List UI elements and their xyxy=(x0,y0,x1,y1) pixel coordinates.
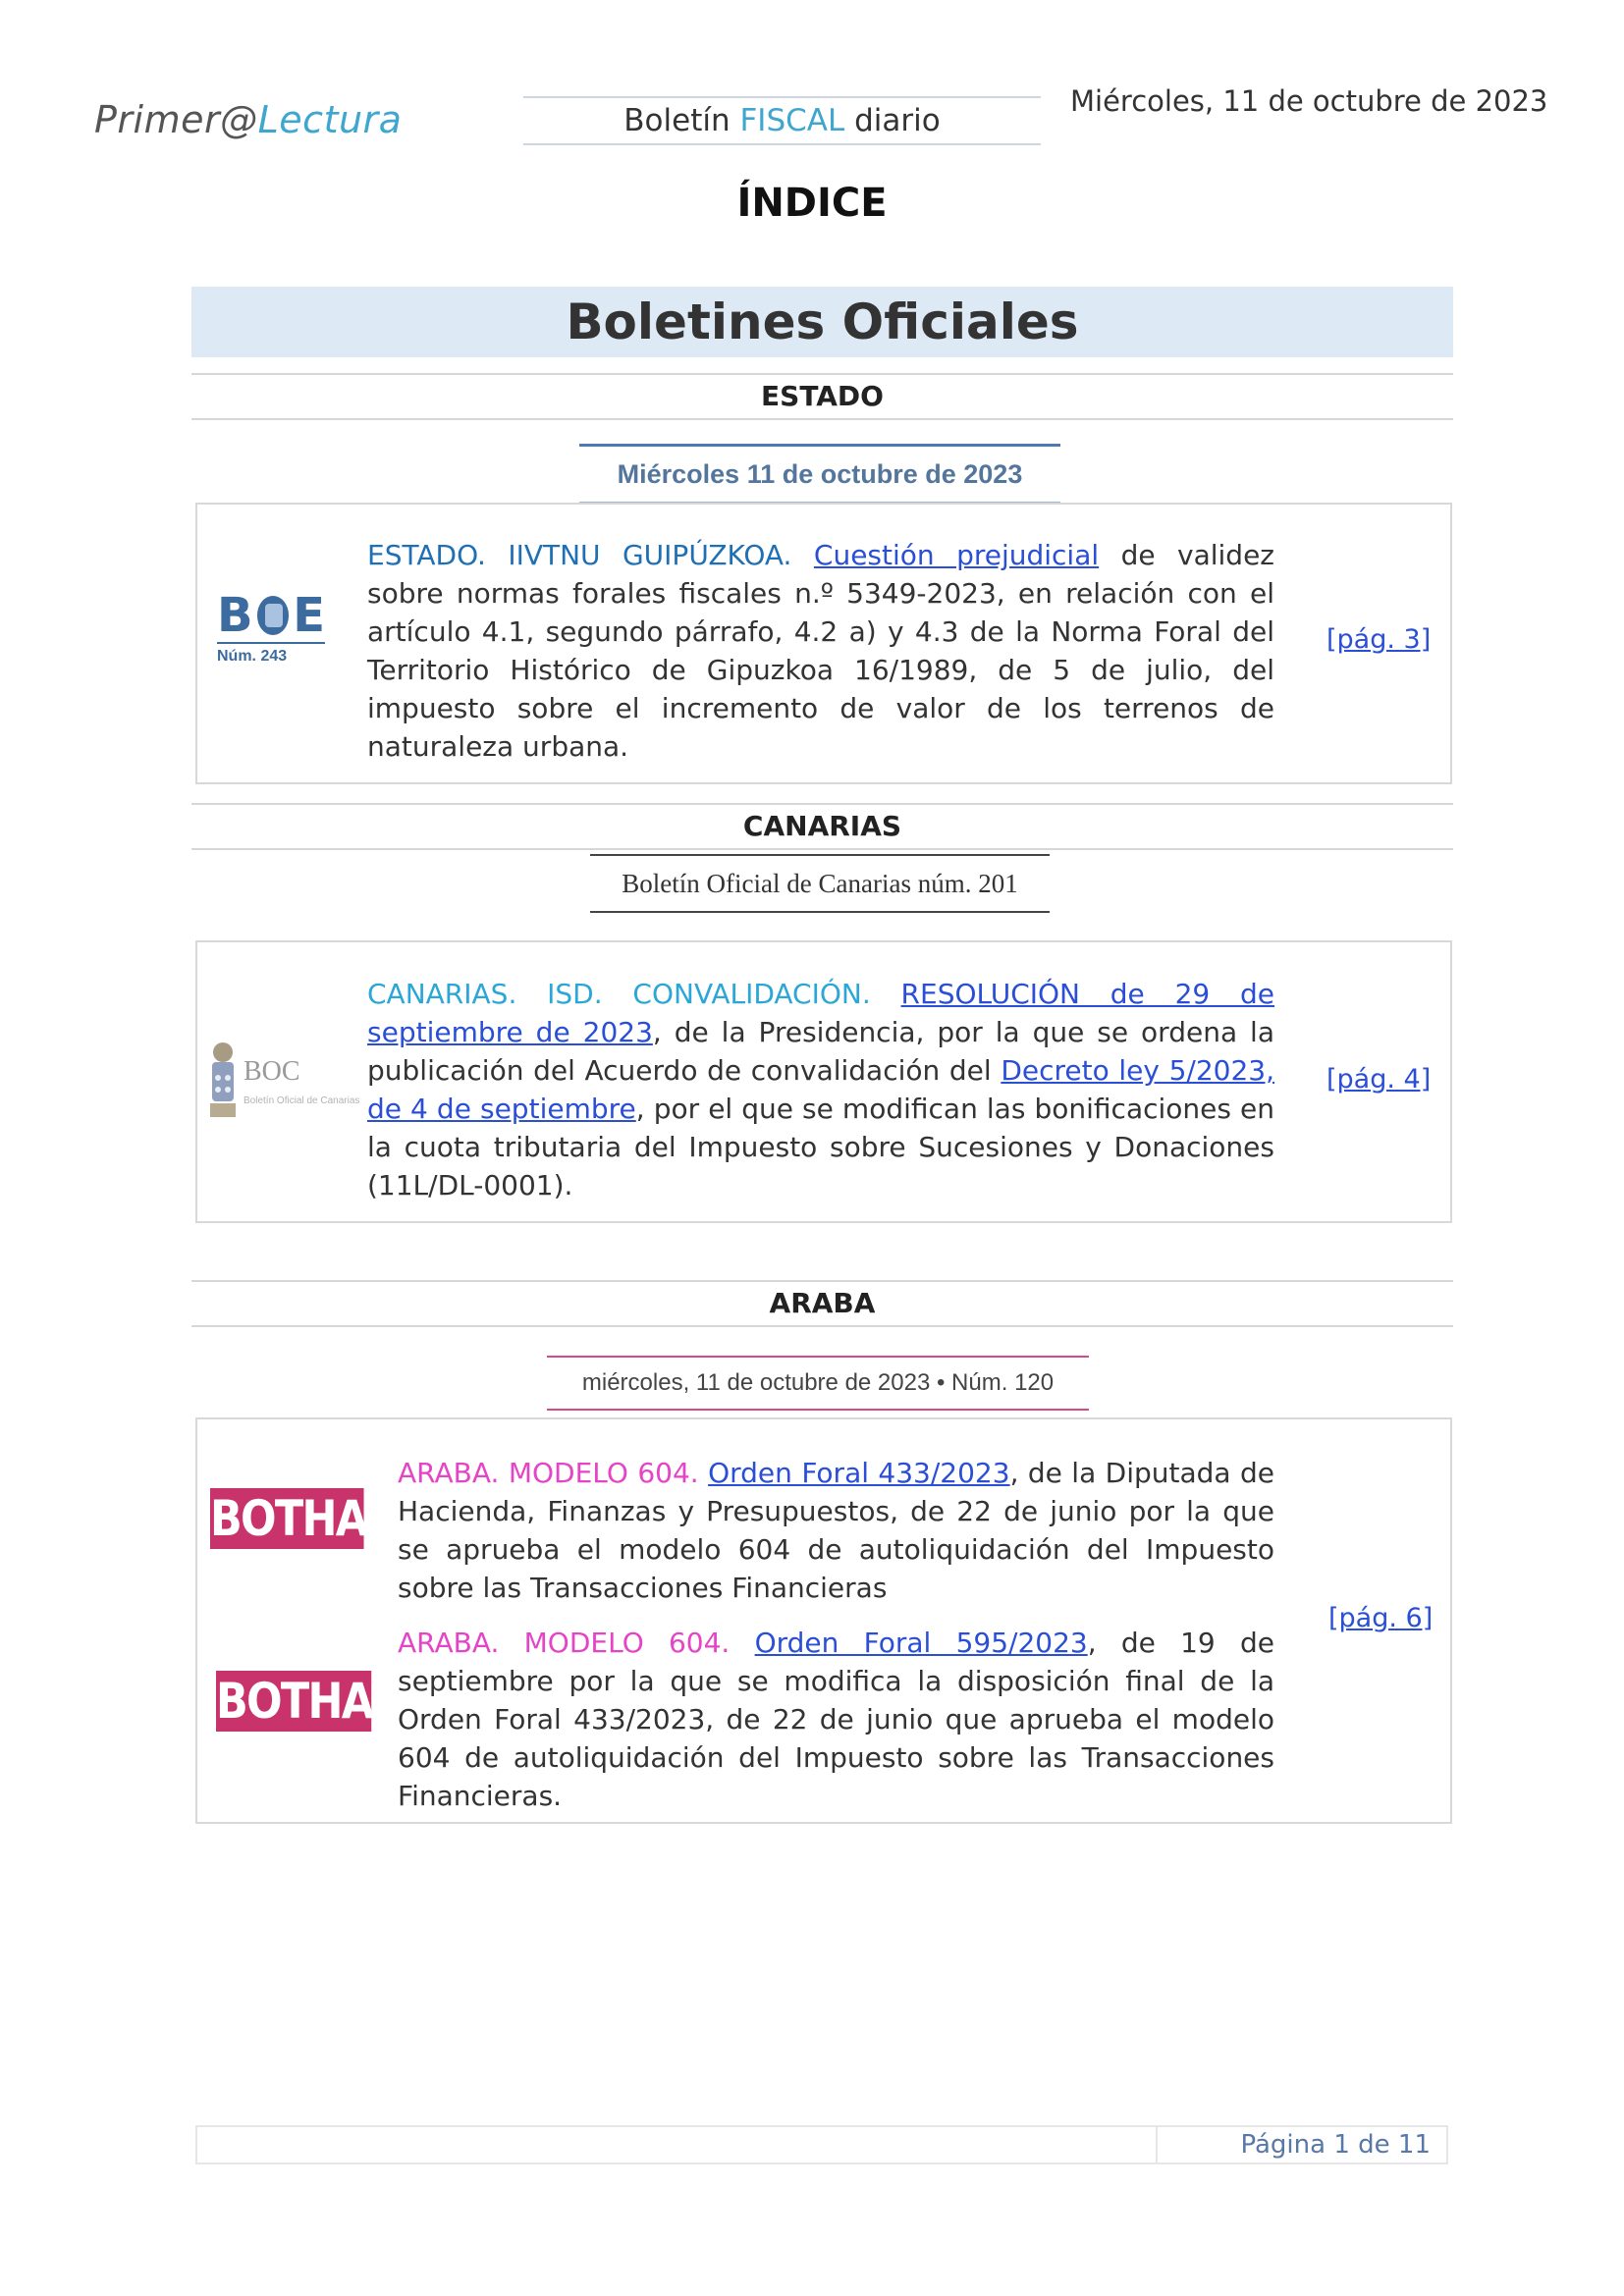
page-link-4[interactable]: [pág. 4] xyxy=(1326,1064,1432,1095)
bulletin-title-post: diario xyxy=(844,103,941,138)
section-heading-canarias: CANARIAS xyxy=(191,803,1453,850)
page-title: ÍNDICE xyxy=(736,181,888,226)
boe-number: Núm. 243 xyxy=(217,642,325,666)
boc-shield-icon xyxy=(206,1039,240,1125)
botha-logo: BOTHA xyxy=(216,1673,373,1730)
botha-logo: BOTHA xyxy=(210,1490,367,1547)
entry-lead: ESTADO. IIVTNU GUIPÚZKOA. xyxy=(367,539,792,571)
entry-text: , de 19 de septiembre por la que se modifica la disposición final de la Orden Foral 433/2023, de 22 de junio que aprueba el modelo 604 de autoliquidación del Impuesto sobre las Transacciones Financieras. xyxy=(398,1627,1274,1812)
entry-araba-2 xyxy=(398,1624,1274,1815)
entry-link-decreto-ley[interactable]: Decreto ley 5/2023, de 4 de septiembre xyxy=(367,1054,1274,1125)
entry-lead: ARABA. MODELO 604. xyxy=(398,1627,731,1659)
boe-letter-e: E xyxy=(293,588,325,643)
boe-letter-b: B xyxy=(217,588,253,643)
entry-estado xyxy=(367,536,1274,766)
entry-text-2: , por el que se modifican las bonificaciones en la cuota tributaria del Impuesto sobre Sucesiones y Donaciones (11L/DL-0001). xyxy=(367,1093,1274,1201)
section-banner: Boletines Oficiales xyxy=(191,287,1453,357)
footer-divider xyxy=(1156,2127,1158,2163)
bulletin-title-pre: Boletín xyxy=(623,103,740,138)
entry-text: , de la Diputada de Hacienda, Finanzas y Presupuestos, de 22 de junio por la que se aprueba el modelo 604 de autoliquidación del Impuesto sobre las Transacciones Financieras xyxy=(398,1457,1274,1604)
page-ref-araba xyxy=(1328,1603,1433,1633)
boc-logo-small-text: Boletín Oficial de Canarias xyxy=(244,1095,360,1106)
entry-text-1: , de la Presidencia, por la que se ordena la publicación del Acuerdo de convalidación del xyxy=(367,1016,1274,1087)
entry-link-resolucion[interactable]: RESOLUCIÓN de 29 de septiembre de 2023 xyxy=(367,978,1274,1048)
entry-lead: ARABA. MODELO 604. xyxy=(398,1457,699,1489)
boc-logo-text: BOC xyxy=(244,1056,300,1087)
page-ref-estado xyxy=(1326,624,1431,655)
header-date: Miércoles, 11 de octubre de 2023 xyxy=(1070,84,1548,118)
entry-lead: CANARIAS. ISD. CONVALIDACIÓN. xyxy=(367,978,871,1010)
entry-link-orden-foral-595[interactable]: Orden Foral 595/2023 xyxy=(754,1627,1088,1659)
entry-araba-1 xyxy=(398,1454,1274,1607)
entry-link-orden-foral-433[interactable]: Orden Foral 433/2023 xyxy=(708,1457,1010,1489)
page-ref-canarias xyxy=(1326,1064,1431,1095)
bulletin-title xyxy=(523,96,1041,145)
boe-seal-icon xyxy=(257,596,290,635)
section-heading-araba: ARABA xyxy=(191,1280,1453,1327)
logo-part2: Lectura xyxy=(257,98,403,141)
page-link-3[interactable]: [pág. 3] xyxy=(1326,624,1432,655)
page-link-6[interactable]: [pág. 6] xyxy=(1328,1603,1434,1633)
subheading-canarias: Boletín Oficial de Canarias núm. 201 xyxy=(590,854,1050,913)
page-footer xyxy=(195,2125,1448,2164)
boc-logo xyxy=(206,1035,360,1129)
subheading-estado: Miércoles 11 de octubre de 2023 xyxy=(579,444,1060,503)
entry-text: de validez sobre normas forales fiscales n.º 5349-2023, en relación con el artículo 4.1, segundo párrafo, 4.2 a) y 4.3 de la Norma Foral del Territorio Histórico de Gipuzkoa 16/1989, de 5 de julio, del impuesto sobre el incremento de valor de los terrenos de naturaleza urbana. xyxy=(367,539,1274,763)
entry-canarias xyxy=(367,975,1274,1204)
boe-logo xyxy=(217,588,325,666)
page-number: Página 1 de 11 xyxy=(1240,2130,1431,2160)
entry-link-cuestion-prejudicial[interactable]: Cuestión prejudicial xyxy=(813,539,1100,571)
section-heading-estado: ESTADO xyxy=(191,373,1453,420)
bulletin-title-fiscal: FISCAL xyxy=(739,103,845,138)
logo-part1: Primer@ xyxy=(94,98,258,141)
subheading-araba: miércoles, 11 de octubre de 2023 • Núm. 120 xyxy=(547,1356,1089,1411)
brand-logo xyxy=(94,98,402,141)
